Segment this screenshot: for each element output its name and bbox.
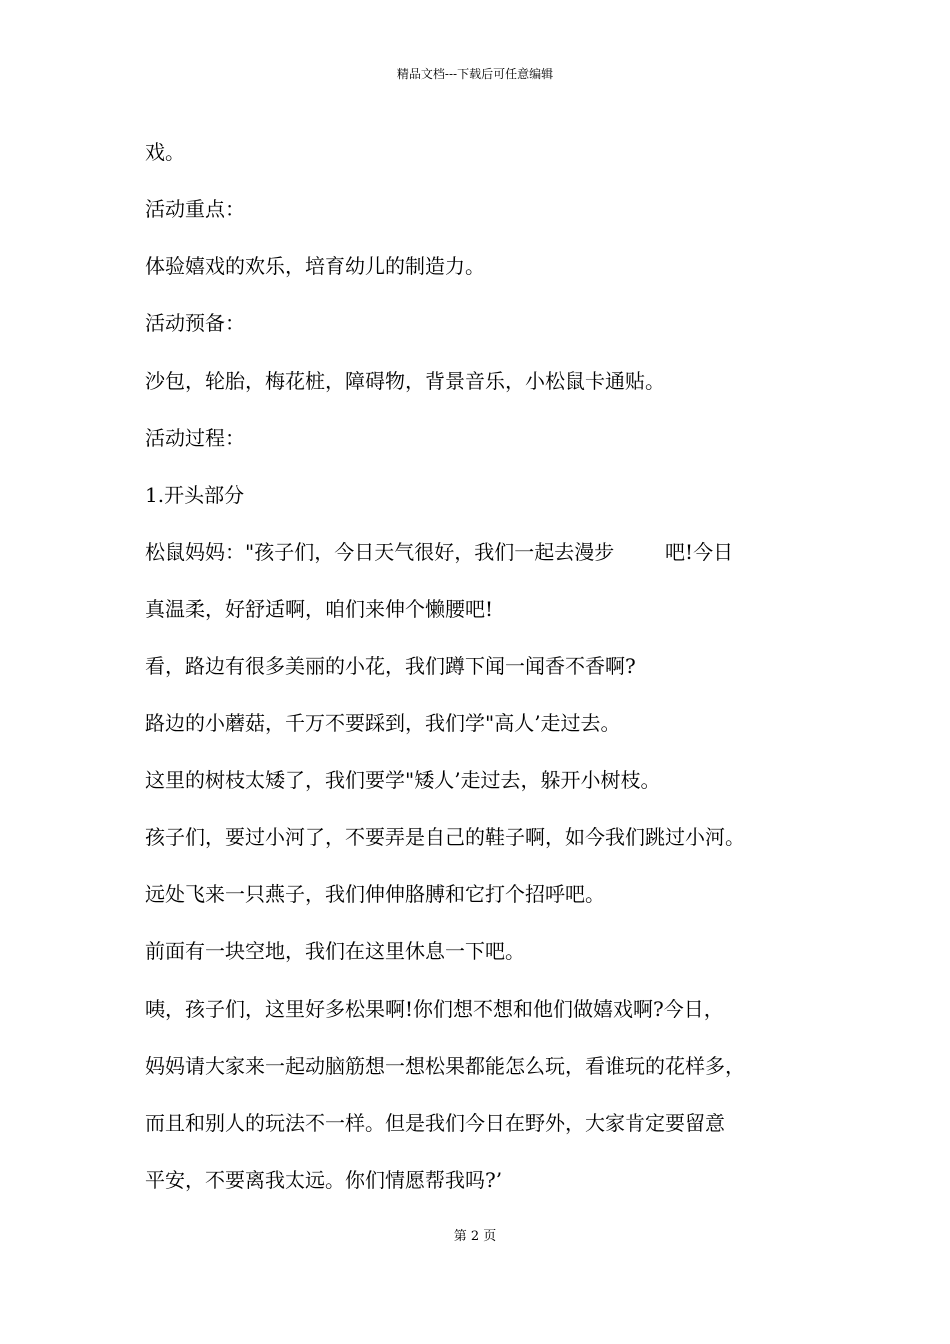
paragraph-line: 真温柔，好舒适啊，咱们来伸个懒腰吧! [145,597,494,621]
paragraph-line: 远处飞来一只燕子，我们伸伸胳膊和它打个招呼吧。 [145,882,605,906]
paragraph-line: 前面有一块空地，我们在这里休息一下吧。 [145,939,525,963]
paragraph-line: 沙包，轮胎，梅花桩，障碍物，背景音乐，小松鼠卡通贴。 [145,369,665,393]
paragraph-line: 孩子们，要过小河了，不要弄是自己的鞋子啊，如今我们跳过小河。 [145,825,745,849]
paragraph-line: 咦，孩子们，这里好多松果啊!你们想不想和他们做嬉戏啊?今日， [145,997,724,1021]
paragraph-line: 体验嬉戏的欢乐，培育幼儿的制造力。 [145,254,485,278]
page-header: 精品文档---下载后可任意编辑 [396,67,554,81]
paragraph-line: 1.开头部分 [145,483,245,507]
paragraph-line: 这里的树枝太矮了，我们要学"矮人’走过去，躲开小树枝。 [145,768,661,792]
paragraph-line: 活动预备： [145,311,245,335]
paragraph-line: 看，路边有很多美丽的小花，我们蹲下闻一闻香不香啊? [145,654,636,678]
paragraph-line: 路边的小蘑菇，千万不要踩到，我们学"高人’走过去。 [145,711,621,735]
paragraph-line: 平安，不要离我太远。你们情愿帮我吗?’ [145,1168,503,1192]
paragraph-line: 而且和别人的玩法不一样。但是我们今日在野外，大家肯定要留意 [145,1111,725,1135]
paragraph-line: 活动过程： [145,426,245,450]
page-number: 第 2 页 [453,1229,497,1244]
paragraph-line: 妈妈请大家来一起动脑筋想一想松果都能怎么玩，看谁玩的花样多， [145,1054,745,1078]
paragraph-line: 松鼠妈妈："孩子们，今日天气很好，我们一起去漫步 吧!今日 [145,540,734,564]
paragraph-line: 戏。 [145,140,185,164]
paragraph-line: 活动重点： [145,197,245,221]
